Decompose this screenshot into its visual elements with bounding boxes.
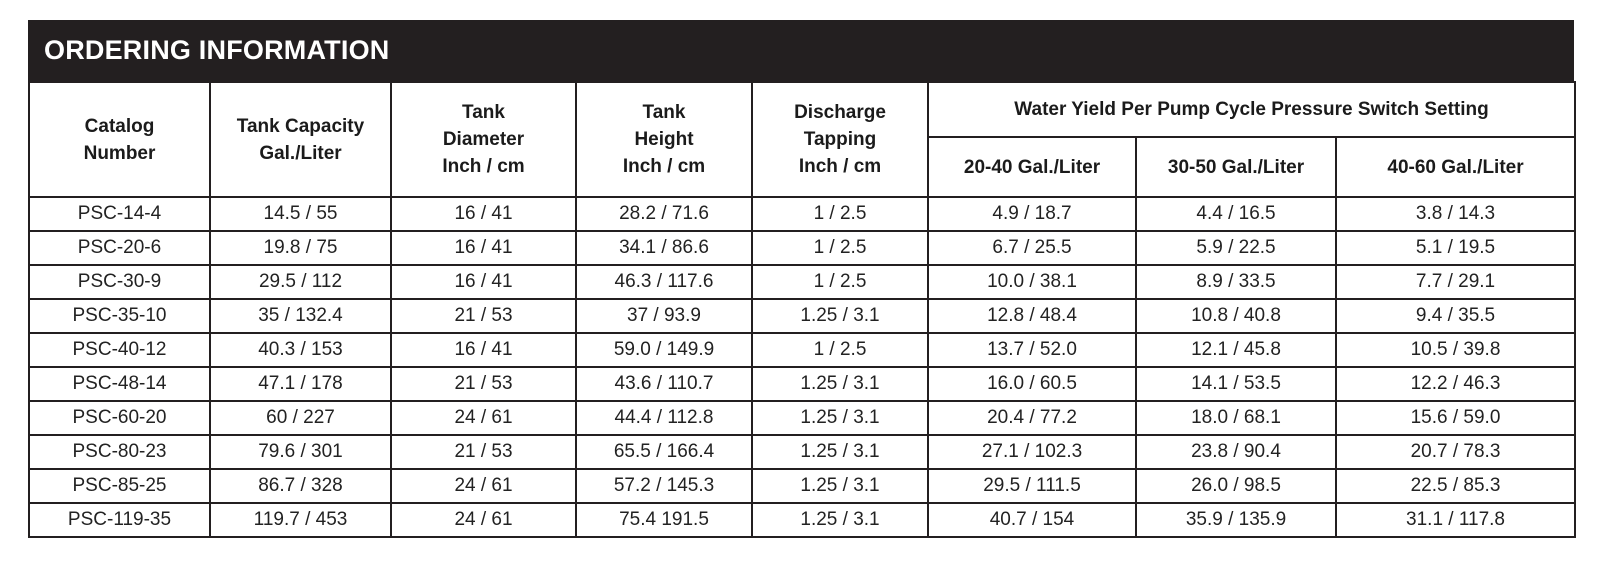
cell-yield-30-50: 14.1 / 53.5 — [1136, 367, 1336, 401]
cell-yield-20-40: 16.0 / 60.5 — [928, 367, 1136, 401]
cell-yield-20-40: 20.4 / 77.2 — [928, 401, 1136, 435]
table-body — [29, 197, 1575, 537]
cell-yield-40-60: 9.4 / 35.5 — [1336, 299, 1575, 333]
cell-discharge-tapping: 1.25 / 3.1 — [752, 401, 928, 435]
cell-tank-height: 43.6 / 110.7 — [576, 367, 752, 401]
header-catalog-number: Catalog Number — [29, 82, 210, 197]
cell-tank-diameter: 21 / 53 — [391, 435, 576, 469]
header-water-yield-group: Water Yield Per Pump Cycle Pressure Switch Setting — [928, 82, 1575, 137]
title-bar — [28, 20, 1574, 81]
cell-tank-capacity: 29.5 / 112 — [210, 265, 391, 299]
cell-tank-height: 44.4 / 112.8 — [576, 401, 752, 435]
cell-yield-20-40: 27.1 / 102.3 — [928, 435, 1136, 469]
cell-tank-capacity: 14.5 / 55 — [210, 197, 391, 231]
cell-discharge-tapping: 1 / 2.5 — [752, 333, 928, 367]
header-discharge-tapping: Discharge Tapping Inch / cm — [752, 82, 928, 197]
cell-yield-30-50: 23.8 / 90.4 — [1136, 435, 1336, 469]
cell-yield-30-50: 18.0 / 68.1 — [1136, 401, 1336, 435]
cell-tank-diameter: 16 / 41 — [391, 231, 576, 265]
cell-tank-capacity: 40.3 / 153 — [210, 333, 391, 367]
cell-yield-30-50: 10.8 / 40.8 — [1136, 299, 1336, 333]
table-row — [29, 435, 1575, 469]
ordering-information-sheet — [28, 20, 1574, 538]
cell-yield-20-40: 12.8 / 48.4 — [928, 299, 1136, 333]
cell-yield-40-60: 15.6 / 59.0 — [1336, 401, 1575, 435]
cell-discharge-tapping: 1 / 2.5 — [752, 231, 928, 265]
cell-tank-capacity: 60 / 227 — [210, 401, 391, 435]
cell-tank-diameter: 24 / 61 — [391, 401, 576, 435]
cell-yield-20-40: 6.7 / 25.5 — [928, 231, 1136, 265]
cell-catalog-number: PSC-60-20 — [29, 401, 210, 435]
header-yield-30-50: 30-50 Gal./Liter — [1136, 137, 1336, 197]
cell-discharge-tapping: 1 / 2.5 — [752, 197, 928, 231]
table-row — [29, 197, 1575, 231]
cell-yield-40-60: 31.1 / 117.8 — [1336, 503, 1575, 537]
cell-catalog-number: PSC-119-35 — [29, 503, 210, 537]
cell-catalog-number: PSC-48-14 — [29, 367, 210, 401]
cell-catalog-number: PSC-20-6 — [29, 231, 210, 265]
cell-catalog-number: PSC-85-25 — [29, 469, 210, 503]
cell-yield-40-60: 7.7 / 29.1 — [1336, 265, 1575, 299]
cell-yield-40-60: 10.5 / 39.8 — [1336, 333, 1575, 367]
cell-tank-diameter: 24 / 61 — [391, 503, 576, 537]
cell-discharge-tapping: 1.25 / 3.1 — [752, 367, 928, 401]
header-tank-diameter: Tank Diameter Inch / cm — [391, 82, 576, 197]
cell-discharge-tapping: 1.25 / 3.1 — [752, 469, 928, 503]
header-tank-capacity: Tank Capacity Gal./Liter — [210, 82, 391, 197]
cell-catalog-number: PSC-35-10 — [29, 299, 210, 333]
cell-catalog-number: PSC-80-23 — [29, 435, 210, 469]
cell-yield-40-60: 22.5 / 85.3 — [1336, 469, 1575, 503]
table-row — [29, 265, 1575, 299]
cell-yield-30-50: 8.9 / 33.5 — [1136, 265, 1336, 299]
cell-tank-diameter: 21 / 53 — [391, 299, 576, 333]
table-row — [29, 299, 1575, 333]
page-title: ORDERING INFORMATION — [44, 35, 390, 65]
cell-yield-30-50: 26.0 / 98.5 — [1136, 469, 1336, 503]
cell-tank-height: 34.1 / 86.6 — [576, 231, 752, 265]
cell-catalog-number: PSC-14-4 — [29, 197, 210, 231]
cell-catalog-number: PSC-40-12 — [29, 333, 210, 367]
table-row — [29, 401, 1575, 435]
cell-tank-capacity: 119.7 / 453 — [210, 503, 391, 537]
cell-discharge-tapping: 1.25 / 3.1 — [752, 299, 928, 333]
header-yield-20-40: 20-40 Gal./Liter — [928, 137, 1136, 197]
cell-tank-height: 65.5 / 166.4 — [576, 435, 752, 469]
table-row — [29, 469, 1575, 503]
cell-tank-capacity: 19.8 / 75 — [210, 231, 391, 265]
cell-yield-40-60: 12.2 / 46.3 — [1336, 367, 1575, 401]
cell-yield-20-40: 4.9 / 18.7 — [928, 197, 1136, 231]
cell-tank-capacity: 47.1 / 178 — [210, 367, 391, 401]
cell-yield-40-60: 5.1 / 19.5 — [1336, 231, 1575, 265]
cell-yield-40-60: 20.7 / 78.3 — [1336, 435, 1575, 469]
cell-tank-capacity: 35 / 132.4 — [210, 299, 391, 333]
cell-tank-capacity: 86.7 / 328 — [210, 469, 391, 503]
cell-tank-diameter: 21 / 53 — [391, 367, 576, 401]
cell-yield-20-40: 10.0 / 38.1 — [928, 265, 1136, 299]
header-tank-height: Tank Height Inch / cm — [576, 82, 752, 197]
table-row — [29, 231, 1575, 265]
cell-tank-height: 37 / 93.9 — [576, 299, 752, 333]
cell-catalog-number: PSC-30-9 — [29, 265, 210, 299]
ordering-table — [28, 81, 1576, 538]
cell-yield-20-40: 13.7 / 52.0 — [928, 333, 1136, 367]
cell-yield-30-50: 12.1 / 45.8 — [1136, 333, 1336, 367]
cell-tank-height: 75.4 191.5 — [576, 503, 752, 537]
cell-tank-height: 28.2 / 71.6 — [576, 197, 752, 231]
cell-tank-diameter: 16 / 41 — [391, 333, 576, 367]
cell-tank-height: 59.0 / 149.9 — [576, 333, 752, 367]
cell-tank-capacity: 79.6 / 301 — [210, 435, 391, 469]
cell-yield-20-40: 40.7 / 154 — [928, 503, 1136, 537]
cell-tank-height: 57.2 / 145.3 — [576, 469, 752, 503]
cell-tank-diameter: 24 / 61 — [391, 469, 576, 503]
table-row — [29, 503, 1575, 537]
table-row — [29, 333, 1575, 367]
cell-discharge-tapping: 1.25 / 3.1 — [752, 503, 928, 537]
cell-tank-diameter: 16 / 41 — [391, 265, 576, 299]
cell-tank-height: 46.3 / 117.6 — [576, 265, 752, 299]
header-yield-40-60: 40-60 Gal./Liter — [1336, 137, 1575, 197]
cell-tank-diameter: 16 / 41 — [391, 197, 576, 231]
table-row — [29, 367, 1575, 401]
cell-yield-30-50: 35.9 / 135.9 — [1136, 503, 1336, 537]
cell-discharge-tapping: 1.25 / 3.1 — [752, 435, 928, 469]
cell-yield-30-50: 5.9 / 22.5 — [1136, 231, 1336, 265]
cell-yield-40-60: 3.8 / 14.3 — [1336, 197, 1575, 231]
cell-yield-20-40: 29.5 / 111.5 — [928, 469, 1136, 503]
cell-discharge-tapping: 1 / 2.5 — [752, 265, 928, 299]
cell-yield-30-50: 4.4 / 16.5 — [1136, 197, 1336, 231]
